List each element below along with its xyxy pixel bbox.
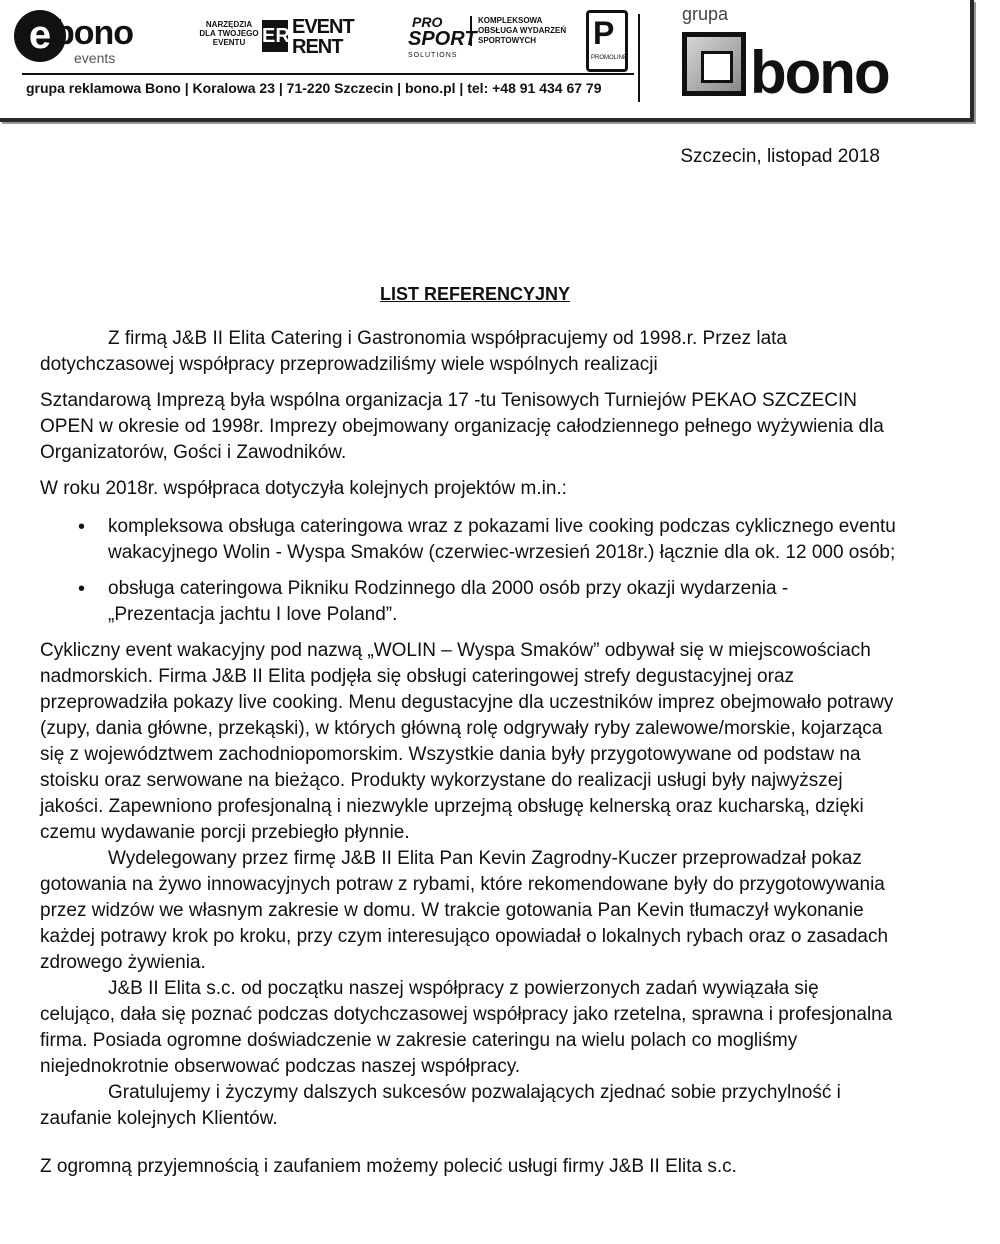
letterhead-address: grupa reklamowa Bono | Koralowa 23 | 71-220 Szczecin | bono.pl | tel: +48 91 434 67 79 bbox=[26, 80, 602, 96]
paragraph-4: Cykliczny event wakacyjny pod nazwą „WOLIN – Wyspa Smaków” odbywał się w miejscowościach nadmorskich. Firma J&B II Elita podjęła się obsługi cateringowej strefy degustacyjnej oraz przeprowadziła pokazy live cooking. Menu degustacyjne dla uczestników imprez obejmowało potrawy (zupy, dania główne, przekąski), w których główną rolę odgrywały ryby zalewowe/morskie, kojarząca się z województwem zachodniopomorskim. Wszystkie dania były przygotowywane od podstaw na stoisku oraz serwowane na bieżąco. Produkty wykorzystane do realizacji usługi były najwyższej jakości. Zapewniono profesjonalną i niezwykle uprzejmą obsługę kelnerską oraz kucharską, dzięki czemu wydawanie porcji przebiegło płynnie. bbox=[40, 640, 894, 843]
promoline-label: PROMOLINE bbox=[591, 55, 628, 61]
bono-events-mark: e bbox=[14, 10, 66, 62]
grupa-bono-box-icon bbox=[682, 32, 746, 96]
closing-sentence: Z ogromną przyjemnością i zaufaniem możemy polecić usługi firmy J&B II Elita s.c. bbox=[40, 1156, 737, 1177]
paragraph-7: Gratulujemy i życzymy dalszych sukcesów pozwalających zjednać sobie przychylność i zaufanie kolejnych Klientów. bbox=[40, 1082, 841, 1129]
event-rent-logo bbox=[262, 12, 372, 64]
letter-date: Szczecin, listopad 2018 bbox=[680, 146, 880, 167]
paragraph-3: W roku 2018r. współpraca dotyczyła kolejnych projektów m.in.: bbox=[40, 478, 567, 499]
promoline-mark: P bbox=[593, 15, 615, 51]
bono-events-word: bono bbox=[54, 14, 134, 52]
pro-sport-line3: SOLUTIONS bbox=[408, 52, 458, 59]
grupa-bono-word: bono bbox=[750, 39, 889, 106]
letterhead-rule bbox=[22, 73, 634, 75]
pro-sport-logo bbox=[404, 12, 477, 64]
letterhead bbox=[0, 0, 974, 122]
bono-events-logo bbox=[14, 10, 164, 70]
grupa-bono-logo bbox=[672, 4, 964, 114]
narzedzia-tagline: NARZĘDZIA DLA TWOJEGO EVENTU bbox=[199, 20, 259, 47]
event-rent-line2: RENT bbox=[292, 36, 343, 58]
letterhead-divider bbox=[638, 14, 640, 102]
pro-sport-line1: PRO bbox=[412, 14, 443, 30]
list-item: • obsługa cateringowa Pikniku Rodzinnego dla 2000 osób przy okazji wydarzenia - „Prezentacja jachtu I love Poland”. bbox=[40, 576, 898, 628]
project-list bbox=[40, 514, 898, 628]
list-item: • kompleksowa obsługa cateringowa wraz z pokazami live cooking podczas cyklicznego eventu wakacyjnego Wolin - Wyspa Smaków (czerwiec-wrzesień 2018r.) łącznie dla ok. 12 000 osób; bbox=[40, 514, 898, 566]
bono-events-sub: events bbox=[74, 50, 116, 66]
pro-sport-line2: SPORT bbox=[408, 28, 477, 50]
letter-title: LIST REFERENCYJNY bbox=[379, 284, 571, 304]
kompleksowa-tagline: KOMPLEKSOWA OBSŁUGA WYDARZEŃ SPORTOWYCH bbox=[470, 16, 568, 46]
promoline-logo bbox=[586, 10, 628, 72]
letter-body bbox=[40, 326, 898, 1180]
paragraph-2: Sztandarową Imprezą była wspólna organizacja 17 -tu Tenisowych Turniejów PEKAO SZCZECIN OPEN w okresie od 1998r. Imprezy obejmowany organizację całodziennego pełnego wyżywienia dla Organizatorów, Gości i Zawodników. bbox=[40, 390, 884, 463]
event-rent-line1: EVENT bbox=[292, 16, 354, 38]
grupa-bono-grupa: grupa bbox=[682, 4, 729, 24]
event-rent-mark: ER bbox=[262, 20, 288, 52]
paragraph-1: Z firmą J&B II Elita Catering i Gastronomia współpracujemy od 1998.r. Przez lata dotychczasowej współpracy przeprowadziliśmy wiele wspólnych realizacji bbox=[40, 328, 787, 375]
paragraph-5: Wydelegowany przez firmę J&B II Elita Pan Kevin Zagrodny-Kuczer przeprowadzał pokaz gotowania na żywo innowacyjnych potraw z rybami, które rekomendowane były do przygotowywania przez widzów we własnym zakresie w domu. W trakcie gotowania Pan Kevin tłumaczył wykonanie każdej potrawy krok po kroku, przy czym interesująco opowiadał o lokalnych rybach oraz o zasadach zdrowego żywienia. bbox=[40, 848, 889, 973]
paragraph-6: J&B II Elita s.c. od początku naszej współpracy z powierzonych zadań wywiązała się celująco, dała się poznać podczas dotychczasowej współpracy jako rzetelna, sprawna i profesjonalna firma. Posiada ogromne doświadczenie w zakresie cateringu na wielu polach co mogliśmy niejednokrotnie obserwować podczas naszej współpracy. bbox=[40, 978, 893, 1077]
